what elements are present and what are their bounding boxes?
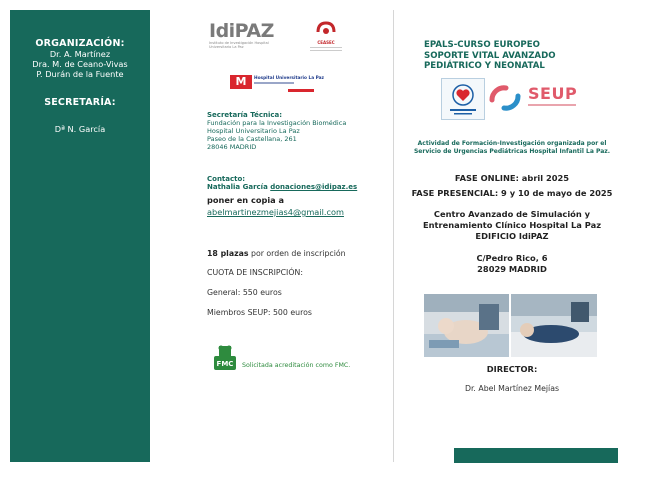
erc-heart-icon: [442, 79, 484, 119]
fmc-note: Solicitada acreditación como FMC.: [242, 362, 351, 369]
plazas-line: [207, 249, 393, 258]
footer-bar: [454, 448, 618, 463]
course-title-line-1: EPALS-CURSO EUROPEO: [424, 40, 540, 50]
idipaz-logo-sub: Instituto de Investigación Hospital Universitario La Paz: [209, 41, 269, 49]
organizacion-heading: ORGANIZACIÓN:: [35, 38, 125, 49]
simulation-photo-2: [511, 294, 597, 357]
address-text: [397, 253, 627, 275]
hulp-m-icon: M: [230, 75, 252, 89]
child-manikin-image: [511, 294, 597, 357]
ceasec-logo: [306, 20, 346, 52]
left-panel: [10, 10, 150, 462]
fmc-logo: [213, 344, 237, 375]
address-line-1: C/Pedro Rico, 6: [476, 253, 548, 263]
centro-line-1: Centro Avanzado de Simulación y: [433, 209, 591, 219]
seup-logo: [488, 84, 618, 112]
seup-logo-text: SEUP: [528, 84, 578, 103]
course-title: [424, 40, 624, 72]
centro-text: [397, 209, 627, 242]
organizer-2: Dra. M. de Ceano-Vivas: [32, 59, 128, 69]
activity-text: [397, 140, 627, 156]
director-name: Dr. Abel Martínez Mejías: [464, 384, 560, 393]
contacto-heading: Contacto:: [207, 175, 246, 183]
seup-mark-icon: [488, 84, 522, 112]
erc-logo: [441, 78, 485, 120]
contacto-email-link[interactable]: donaciones@idipaz.es: [270, 183, 358, 191]
cuota-general: General: 550 euros: [207, 288, 282, 297]
director-heading: DIRECTOR:: [486, 364, 538, 374]
infant-manikin-image: [424, 294, 509, 357]
copy-text: poner en copia a: [207, 195, 285, 205]
column-divider: [393, 10, 394, 462]
secretaria-name: Dª N. García: [54, 124, 106, 134]
address-line-2: 28029 MADRID: [477, 264, 547, 274]
secretaria-tecnica-line-2: Hospital Universitario La Paz: [207, 127, 300, 135]
centro-line-2: Entrenamiento Clínico Hospital La Paz: [422, 220, 602, 230]
hulp-logo: [230, 73, 350, 95]
fase-online: FASE ONLINE: abril 2025: [454, 173, 570, 183]
plazas-rest: por orden de inscripción: [248, 249, 346, 258]
organizer-1: Dr. A. Martínez: [49, 49, 111, 59]
course-title-line-2: SOPORTE VITAL AVANZADO: [424, 50, 556, 61]
fmc-badge-icon: [213, 344, 237, 371]
svg-text:FMC: FMC: [216, 360, 234, 368]
activity-line-1: Actividad de Formación-Investigación organizada por el: [417, 140, 607, 147]
activity-line-2: Servicio de Urgencias Pediátricas Hospital Infantil La Paz.: [413, 148, 611, 155]
simulation-photo-1: [424, 294, 509, 357]
idipaz-logo-text: IdiPAZ: [209, 20, 274, 42]
ceasec-mark-icon: [315, 20, 337, 36]
secretaria-tecnica-heading: Secretaría Técnica:: [207, 111, 283, 119]
hulp-logo-text: Hospital Universitario La Paz: [254, 76, 325, 81]
secretaria-tecnica-line-4: 28046 MADRID: [207, 143, 257, 151]
secretaria-heading: SECRETARÍA:: [44, 97, 116, 108]
cuota-heading: CUOTA DE INSCRIPCIÓN:: [207, 268, 303, 277]
cuota-seup: Miembros SEUP: 500 euros: [207, 308, 312, 317]
copy-email-link[interactable]: abelmartinezmejias4@gmail.com: [207, 207, 344, 217]
ceasec-logo-text: CEASEC: [317, 40, 335, 45]
secretaria-tecnica-line-1: Fundación para la Investigación Biomédica: [207, 119, 347, 127]
plazas-bold: 18 plazas: [207, 249, 249, 258]
contacto-name: Nathalia García: [207, 183, 268, 191]
fase-presencial: FASE PRESENCIAL: 9 y 10 de mayo de 2025: [411, 188, 613, 198]
organizer-3: P. Durán de la Fuente: [36, 69, 124, 79]
course-title-line-3: PEDIÁTRICO Y NEONATAL: [424, 61, 545, 71]
idipaz-logo: [209, 22, 274, 49]
secretaria-tecnica-line-3: Paseo de la Castellana, 261: [207, 135, 297, 143]
centro-line-3: EDIFICIO IdiPAZ: [475, 231, 549, 241]
